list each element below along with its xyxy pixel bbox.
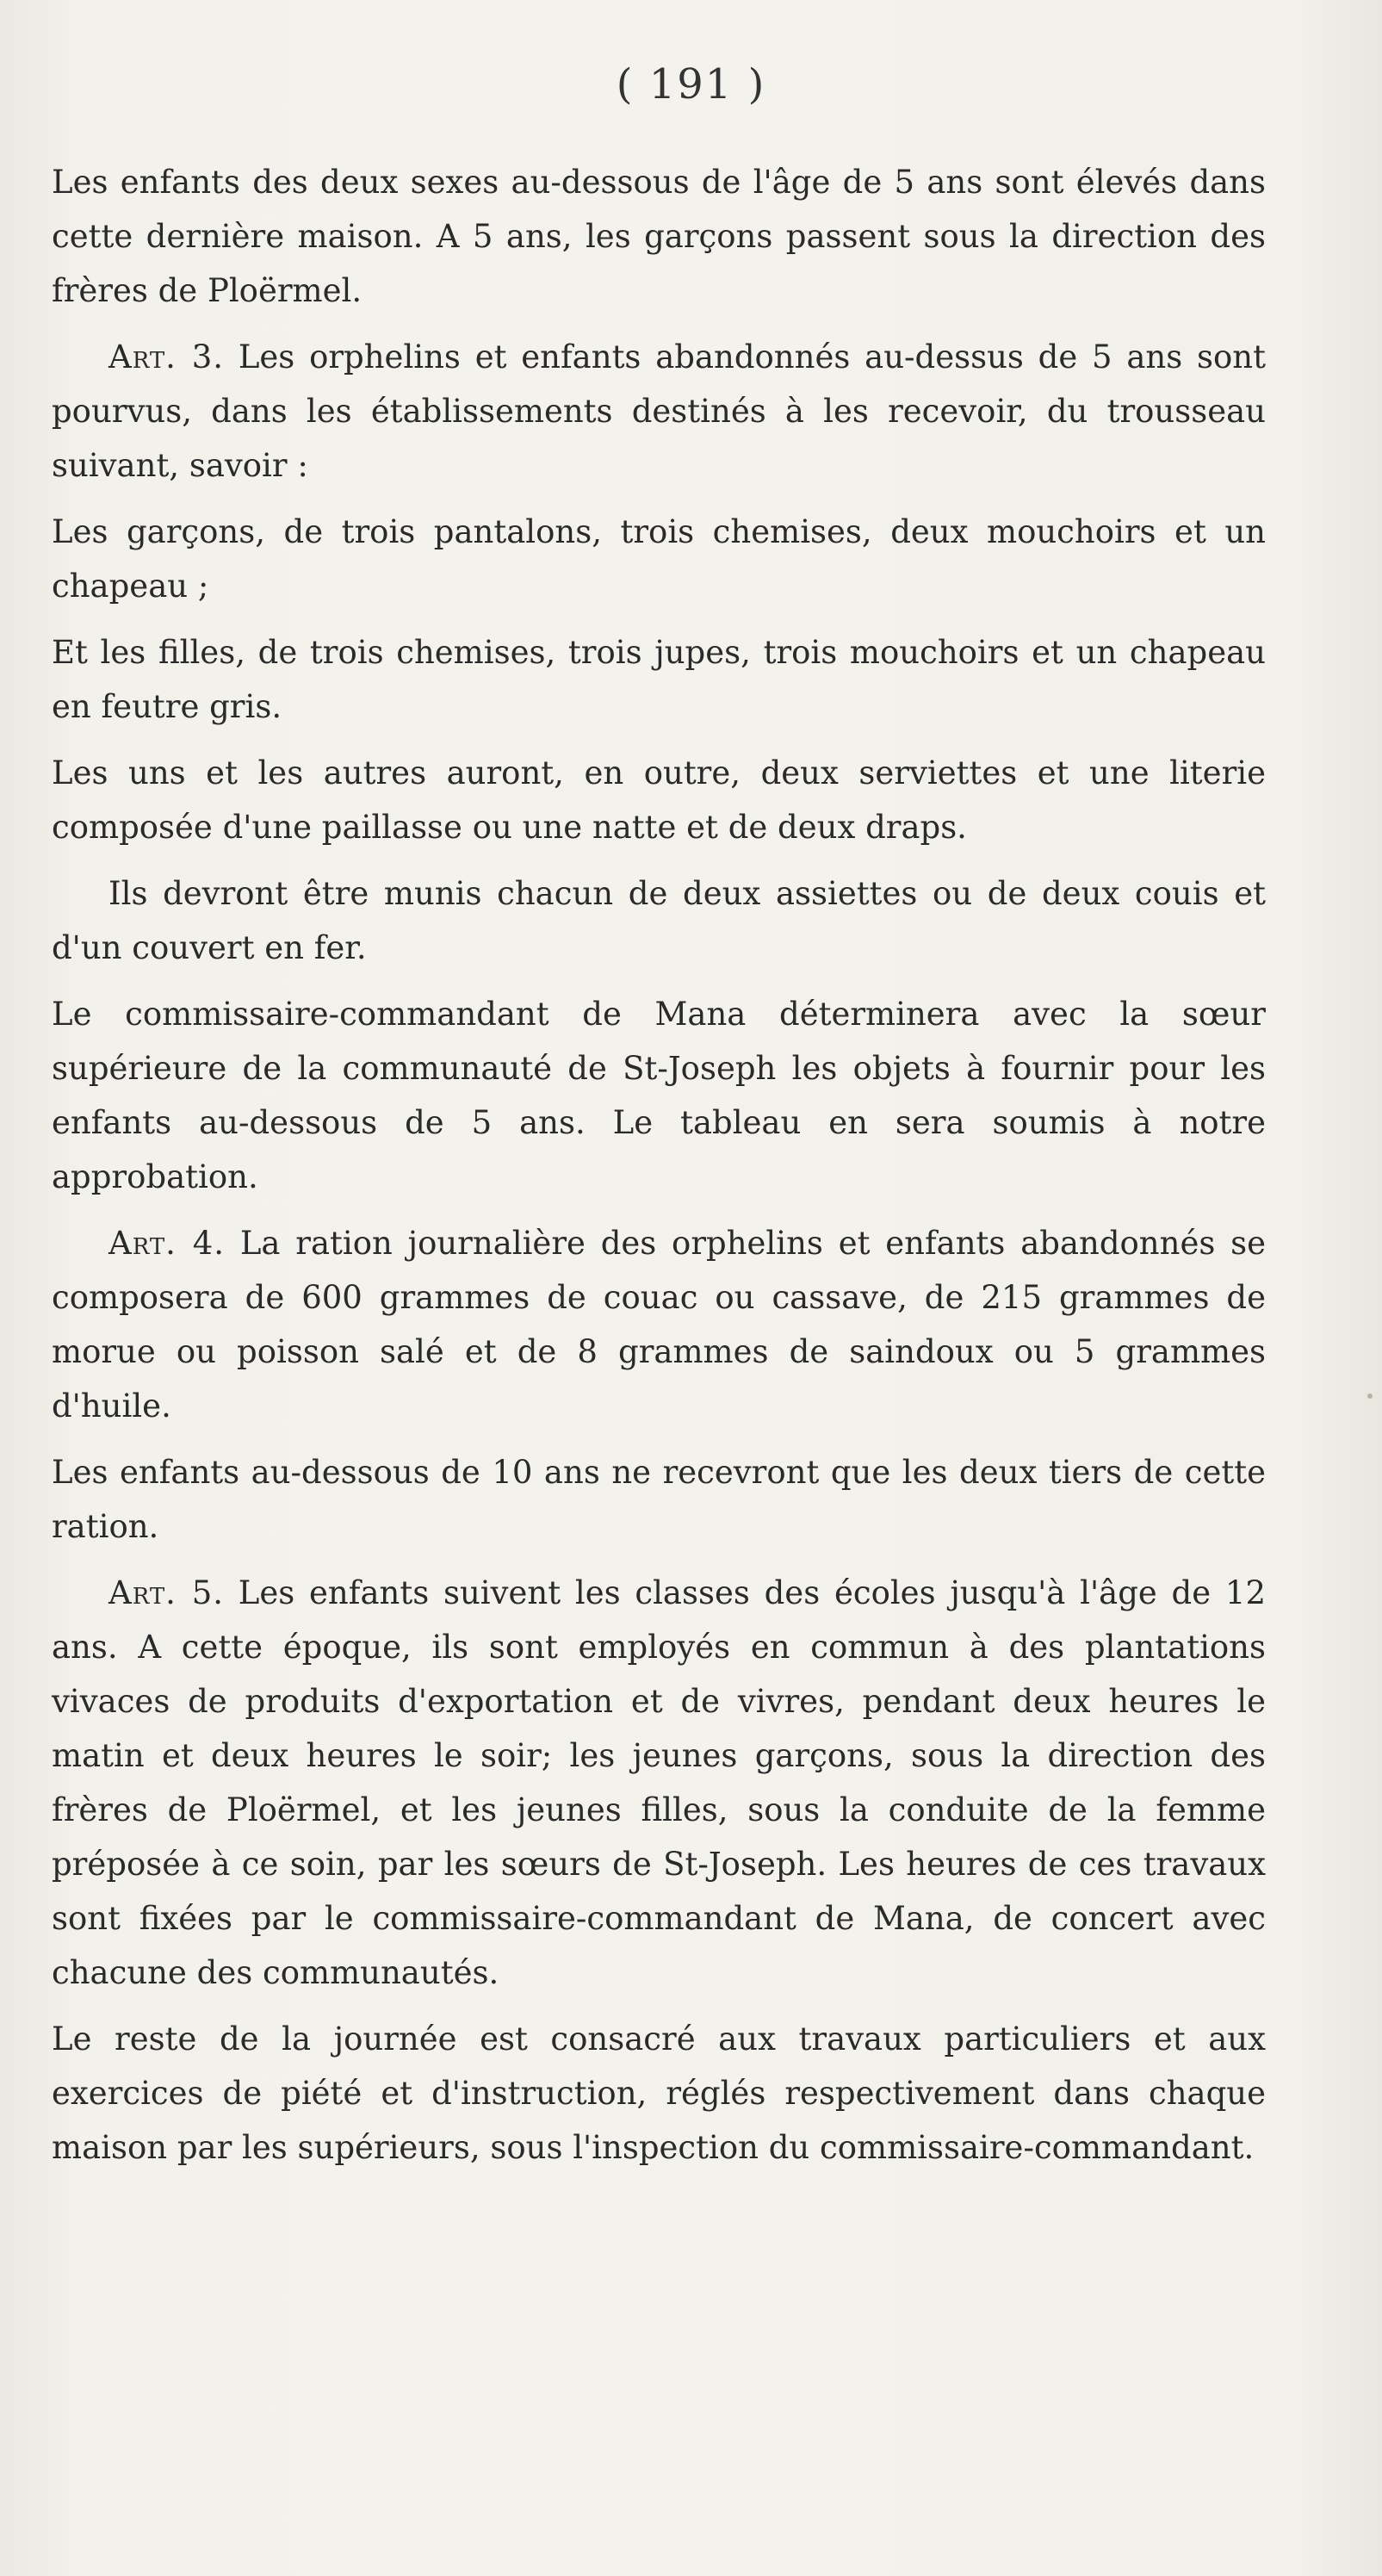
paragraph-text: Le reste de la journée est consacré aux travaux particuliers et aux exercices de piété et d'instruction, réglés respectivement dans chaque maison par les supérieurs, sous l'inspection du commissaire-commandant. (52, 2020, 1266, 2166)
paragraph-text: Les garçons, de trois pantalons, trois chemises, deux mouchoirs et un chapeau ; (52, 513, 1266, 605)
article-heading: Art. 4. (108, 1225, 226, 1262)
paragraph-article-4 (52, 1216, 1266, 1433)
paragraph-11 (52, 2012, 1266, 2175)
paragraph-article-3 (52, 330, 1266, 493)
article-heading: Art. 3. (108, 338, 225, 376)
paragraph-text: Les enfants au-dessous de 10 ans ne recevront que les deux tiers de cette ration. (52, 1454, 1266, 1545)
paragraph-3 (52, 505, 1266, 613)
paragraph-text: Et les filles, de trois chemises, trois jupes, trois mouchoirs et un chapeau en feutre gris. (52, 634, 1266, 725)
paragraph-1 (52, 155, 1266, 318)
paragraph-text: Les uns et les autres auront, en outre, deux serviettes et une literie composée d'une paillasse ou une natte et de deux draps. (52, 754, 1266, 846)
body-text (52, 155, 1266, 2187)
page-number: ( 191 ) (616, 60, 766, 109)
paragraph-text: Le commissaire-commandant de Mana déterminera avec la sœur supérieure de la communauté de St-Joseph les objets à fournir pour les enfants au-dessous de 5 ans. Le tableau en sera soumis à notre approbation. (52, 996, 1266, 1195)
paragraph-article-5 (52, 1566, 1266, 2000)
paragraph-6 (52, 866, 1266, 975)
article-heading: Art. 5. (108, 1574, 225, 1611)
page-smudge (1367, 1394, 1373, 1399)
paragraph-text: Les enfants suivent les classes des écoles jusqu'à l'âge de 12 ans. A cette époque, ils sont employés en commun à des plantations vivaces de produits d'exportation et de vivres, pendant deux heures le matin et deux heures le soir; les jeunes garçons, sous la direction des frères de Ploërmel, et les jeunes filles, sous la conduite de la femme préposée à ce soin, par les sœurs de St-Joseph. Les heures de ces travaux sont fixées par le commissaire-commandant de Mana, de concert avec chacune des communautés. (52, 1574, 1266, 1991)
paragraph-9 (52, 1445, 1266, 1554)
paragraph-text: Les enfants des deux sexes au-dessous de l'âge de 5 ans sont élevés dans cette dernière maison. A 5 ans, les garçons passent sous la direction des frères de Ploërmel. (52, 164, 1266, 309)
paragraph-text: La ration journalière des orphelins et enfants abandonnés se composera de 600 grammes de couac ou cassave, de 215 grammes de morue ou poisson salé et de 8 grammes de saindoux ou 5 grammes d'huile. (52, 1225, 1267, 1425)
paragraph-5 (52, 746, 1266, 854)
paragraph-7 (52, 987, 1266, 1204)
paragraph-text: Ils devront être munis chacun de deux assiettes ou de deux couis et d'un couvert en fer. (52, 875, 1266, 966)
paragraph-text: Les orphelins et enfants abandonnés au-dessus de 5 ans sont pourvus, dans les établissements destinés à les recevoir, du trousseau suivant, savoir : (52, 338, 1266, 484)
paragraph-4 (52, 625, 1266, 734)
